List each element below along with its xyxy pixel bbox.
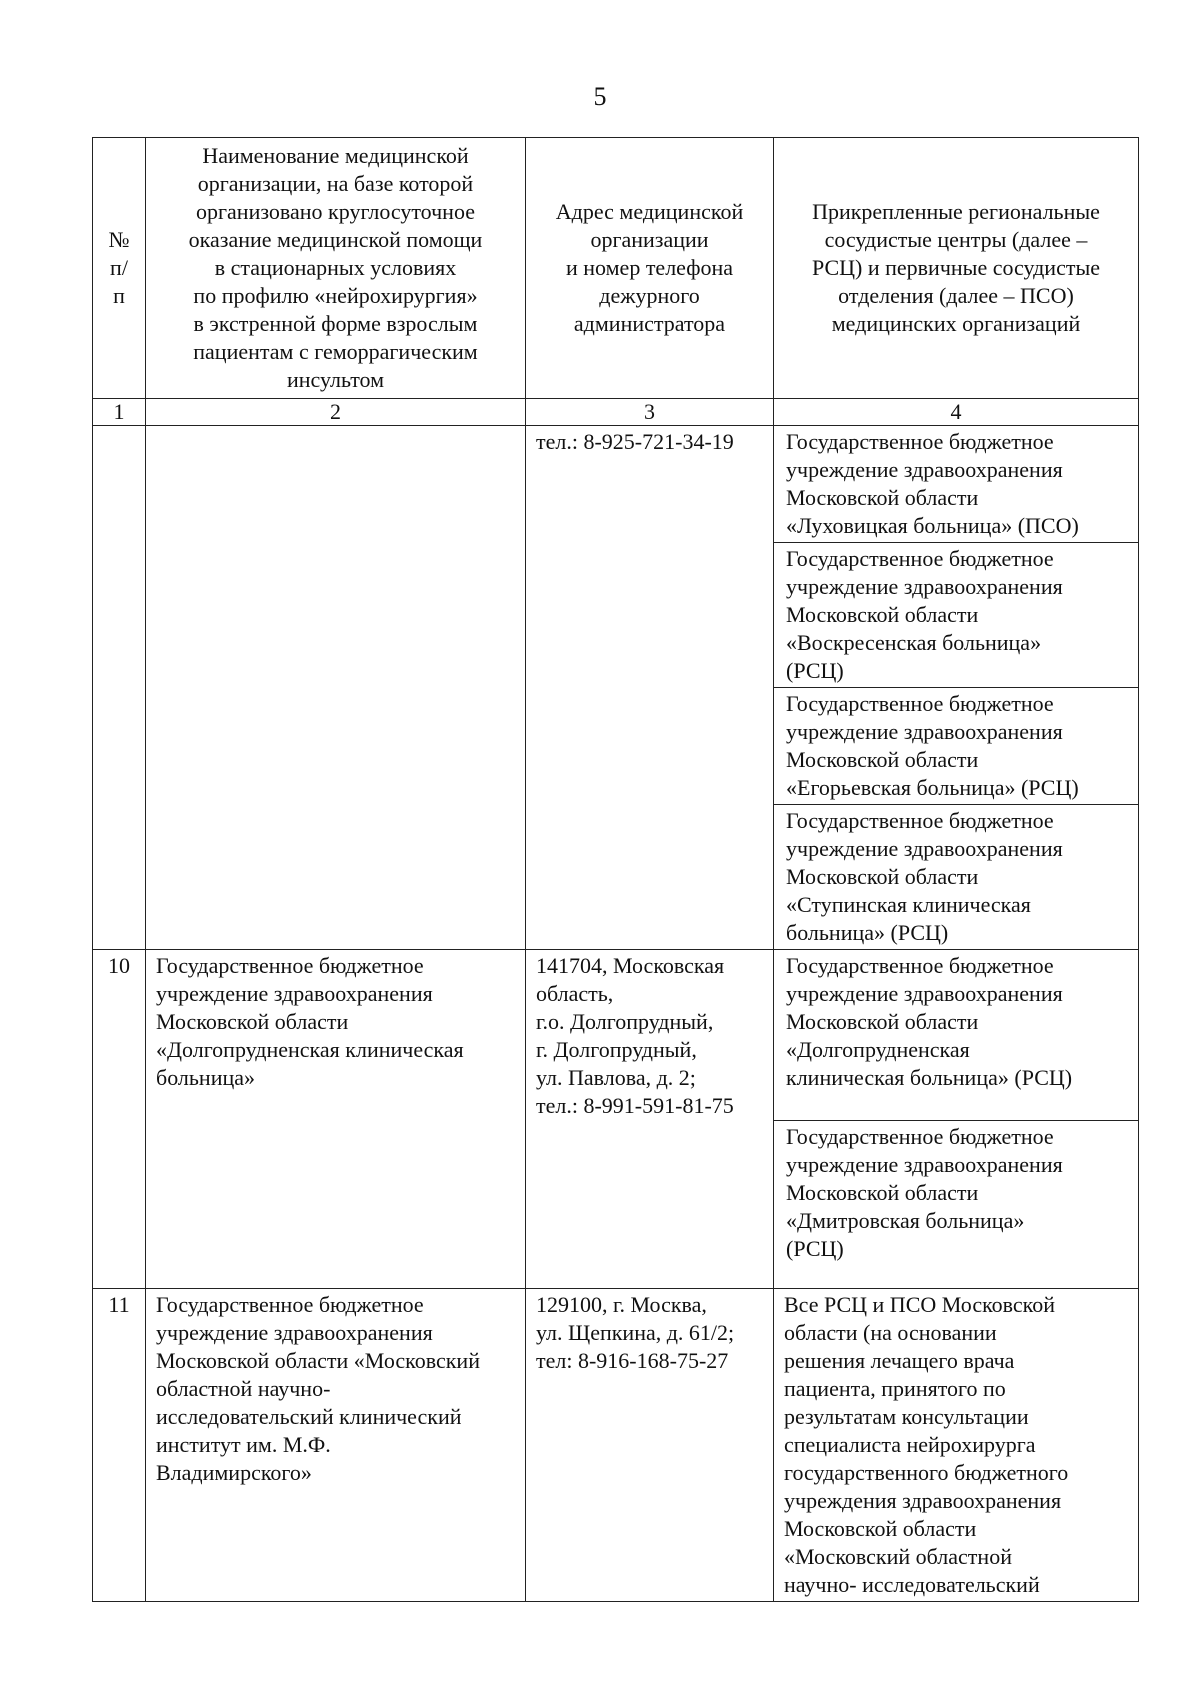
row-name xyxy=(146,426,526,950)
table-row xyxy=(93,426,1139,950)
attached-center: Государственное бюджетное учреждение здравоохранения Московской области «Луховицкая больница» (ПСО) xyxy=(786,429,1079,538)
attached-center: Государственное бюджетное учреждение здравоохранения Московской области «Воскресенская больница» (РСЦ) xyxy=(774,543,1138,688)
row-name: Государственное бюджетное учреждение здравоохранения Московской области «Долгопрудненская клиническая больница» xyxy=(146,950,526,1289)
attached-center: Государственное бюджетное учреждение здравоохранения Московской области «Егорьевская больница» (РСЦ) xyxy=(774,688,1138,805)
row-name: Государственное бюджетное учреждение здравоохранения Московской области «Московский областной научно- исследовательский клинический институт им. М.Ф. Владимирского» xyxy=(146,1289,526,1602)
row-address: 129100, г. Москва, ул. Щепкина, д. 61/2; тел: 8-916-168-75-27 xyxy=(526,1289,774,1602)
row-address: 141704, Московская область, г.о. Долгопрудный, г. Долгопрудный, ул. Павлова, д. 2; тел.: 8-991-591-81-75 xyxy=(526,950,774,1289)
row-attached xyxy=(774,950,1139,1289)
attached-center: Государственное бюджетное учреждение здравоохранения Московской области «Дмитровская больница» (РСЦ) xyxy=(774,1120,1138,1288)
table-row xyxy=(93,950,1139,1289)
row-attached xyxy=(774,426,1139,950)
table-row xyxy=(93,1289,1139,1602)
row-num xyxy=(93,426,146,950)
header-num: № п/п xyxy=(93,138,146,399)
page-number: 5 xyxy=(593,82,607,111)
column-numbers-row xyxy=(93,399,1139,426)
row-address: тел.: 8-925-721-34-19 xyxy=(526,426,774,950)
attached-center: Государственное бюджетное учреждение здравоохранения Московской области «Ступинская клиническая больница» (РСЦ) xyxy=(774,805,1138,950)
header-attached: Прикрепленные региональные сосудистые центры (далее – РСЦ) и первичные сосудистые отделения (далее – ПСО) медицинских организаций xyxy=(774,138,1139,399)
table-header-row xyxy=(93,138,1139,399)
column-number: 1 xyxy=(93,399,146,426)
hospitals-table xyxy=(92,137,1139,1602)
attached-center: Все РСЦ и ПСО Московской области (на основании решения лечащего врача пациента, принятого по результатам консультации специалиста нейрохирурга государственного бюджетного учреждения здравоохранения Московской области «Московский областной научно- исследовательский xyxy=(774,1289,1139,1602)
attached-center: Государственное бюджетное учреждение здравоохранения Московской области «Долгопрудненская клиническая больница» (РСЦ) xyxy=(786,953,1073,1090)
row-num: 10 xyxy=(93,950,146,1289)
header-name: Наименование медицинской организации, на базе которой организовано круглосуточное оказание медицинской помощи в стационарных условиях по профилю «нейрохирургия» в экстренной форме взрослым пациентам с геморрагическим инсультом xyxy=(146,138,526,399)
column-number: 2 xyxy=(146,399,526,426)
column-number: 3 xyxy=(526,399,774,426)
column-number: 4 xyxy=(774,399,1139,426)
header-address: Адрес медицинской организации и номер телефона дежурного администратора xyxy=(526,138,774,399)
row-num: 11 xyxy=(93,1289,146,1602)
